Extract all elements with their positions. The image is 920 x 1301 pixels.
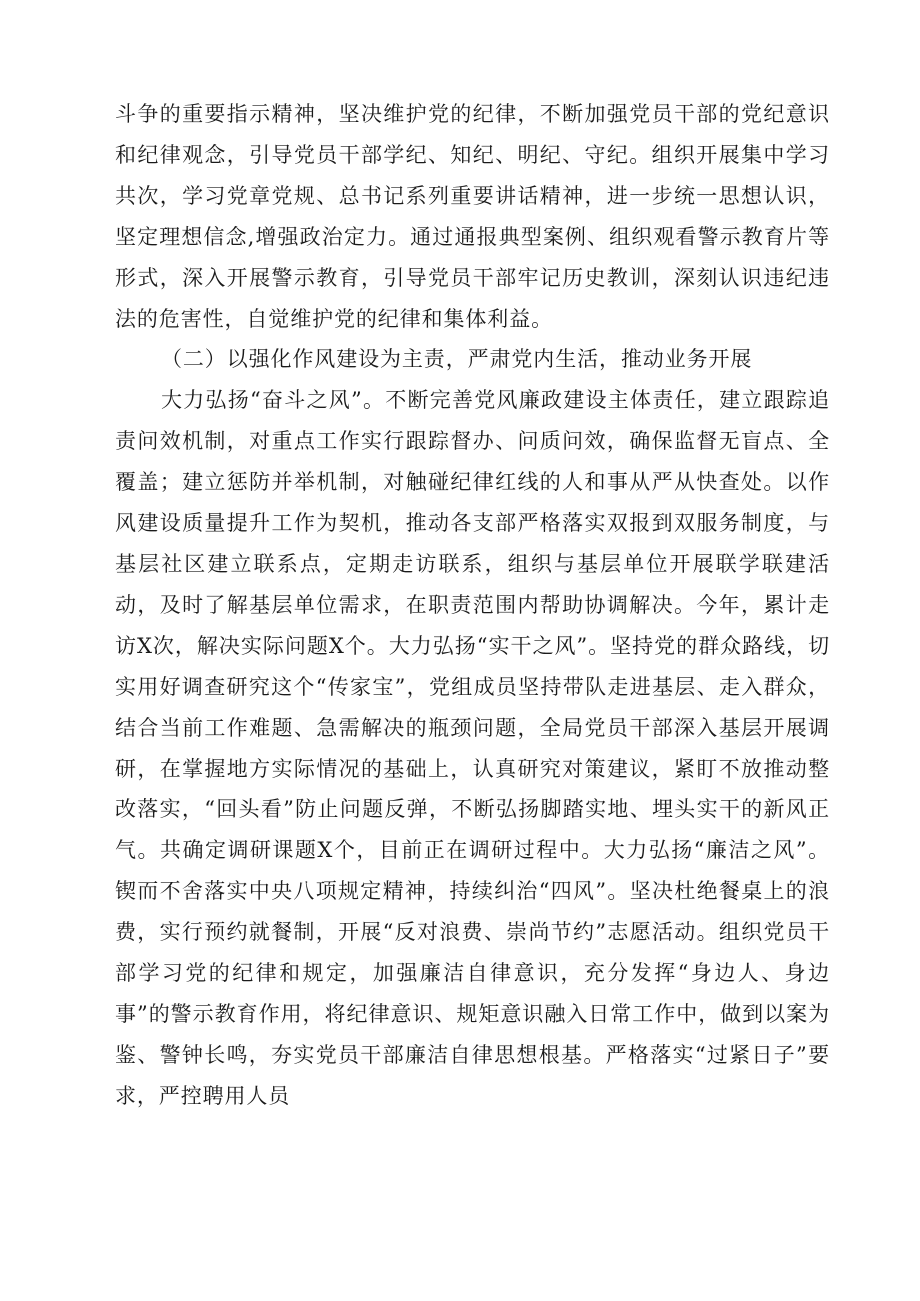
document-body — [115, 94, 830, 1117]
paragraph-work-style: 大力弘扬“奋斗之风”。不断完善党风廉政建设主体责任，建立跟踪追责问效机制，对重点工作实行跟踪督办、问质问效，确保监督无盲点、全覆盖；建立惩防并举机制，对触碰纪律红线的人和事从严从快查处。以作风建设质量提升工作为契机，推动各支部严格落实双报到双服务制度，与基层社区建立联系点，定期走访联系，组织与基层单位开展联学联建活动，及时了解基层单位需求，在职责范围内帮助协调解决。今年，累计走访X次，解决实际问题X个。大力弘扬“实干之风”。坚持党的群众路线，切实用好调查研究这个“传家宝”，党组成员坚持带队走进基层、走入群众，结合当前工作难题、急需解决的瓶颈问题，全局党员干部深入基层开展调研，在掌握地方实际情况的基础上，认真研究对策建议，紧盯不放推动整改落实，“回头看”防止问题反弹，不断弘扬脚踏实地、埋头实干的新风正气。共确定调研课题X个，目前正在调研过程中。大力弘扬“廉洁之风”。锲而不舍落实中央八项规定精神，持续纠治“四风”。坚决杜绝餐桌上的浪费，实行预约就餐制，开展“反对浪费、崇尚节约”志愿活动。组织党员干部学习党的纪律和规定，加强廉洁自律意识，充分发挥“身边人、身边事”的警示教育作用，将纪律意识、规矩意识融入日常工作中，做到以案为鉴、警钟长鸣，夯实党员干部廉洁自律思想根基。严格落实“过紧日子”要求，严控聘用人员 — [115, 388, 830, 1108]
paragraph-discipline-education: 斗争的重要指示精神，坚决维护党的纪律，不断加强党员干部的党纪意识和纪律观念，引导党员干部学纪、知纪、明纪、守纪。组织开展集中学习共次，学习党章党规、总书记系列重要讲话精神，进一步统一思想认识，坚定理想信念,增强政治定力。通过通报典型案例、组织观看警示教育片等形式，深入开展警示教育，引导党员干部牢记历史教训，深刻认识违纪违法的危害性，自觉维护党的纪律和集体利益。 — [115, 102, 830, 331]
section-heading-2: （二）以强化作风建设为主责，严肃党内生活，推动业务开展 — [161, 347, 753, 372]
